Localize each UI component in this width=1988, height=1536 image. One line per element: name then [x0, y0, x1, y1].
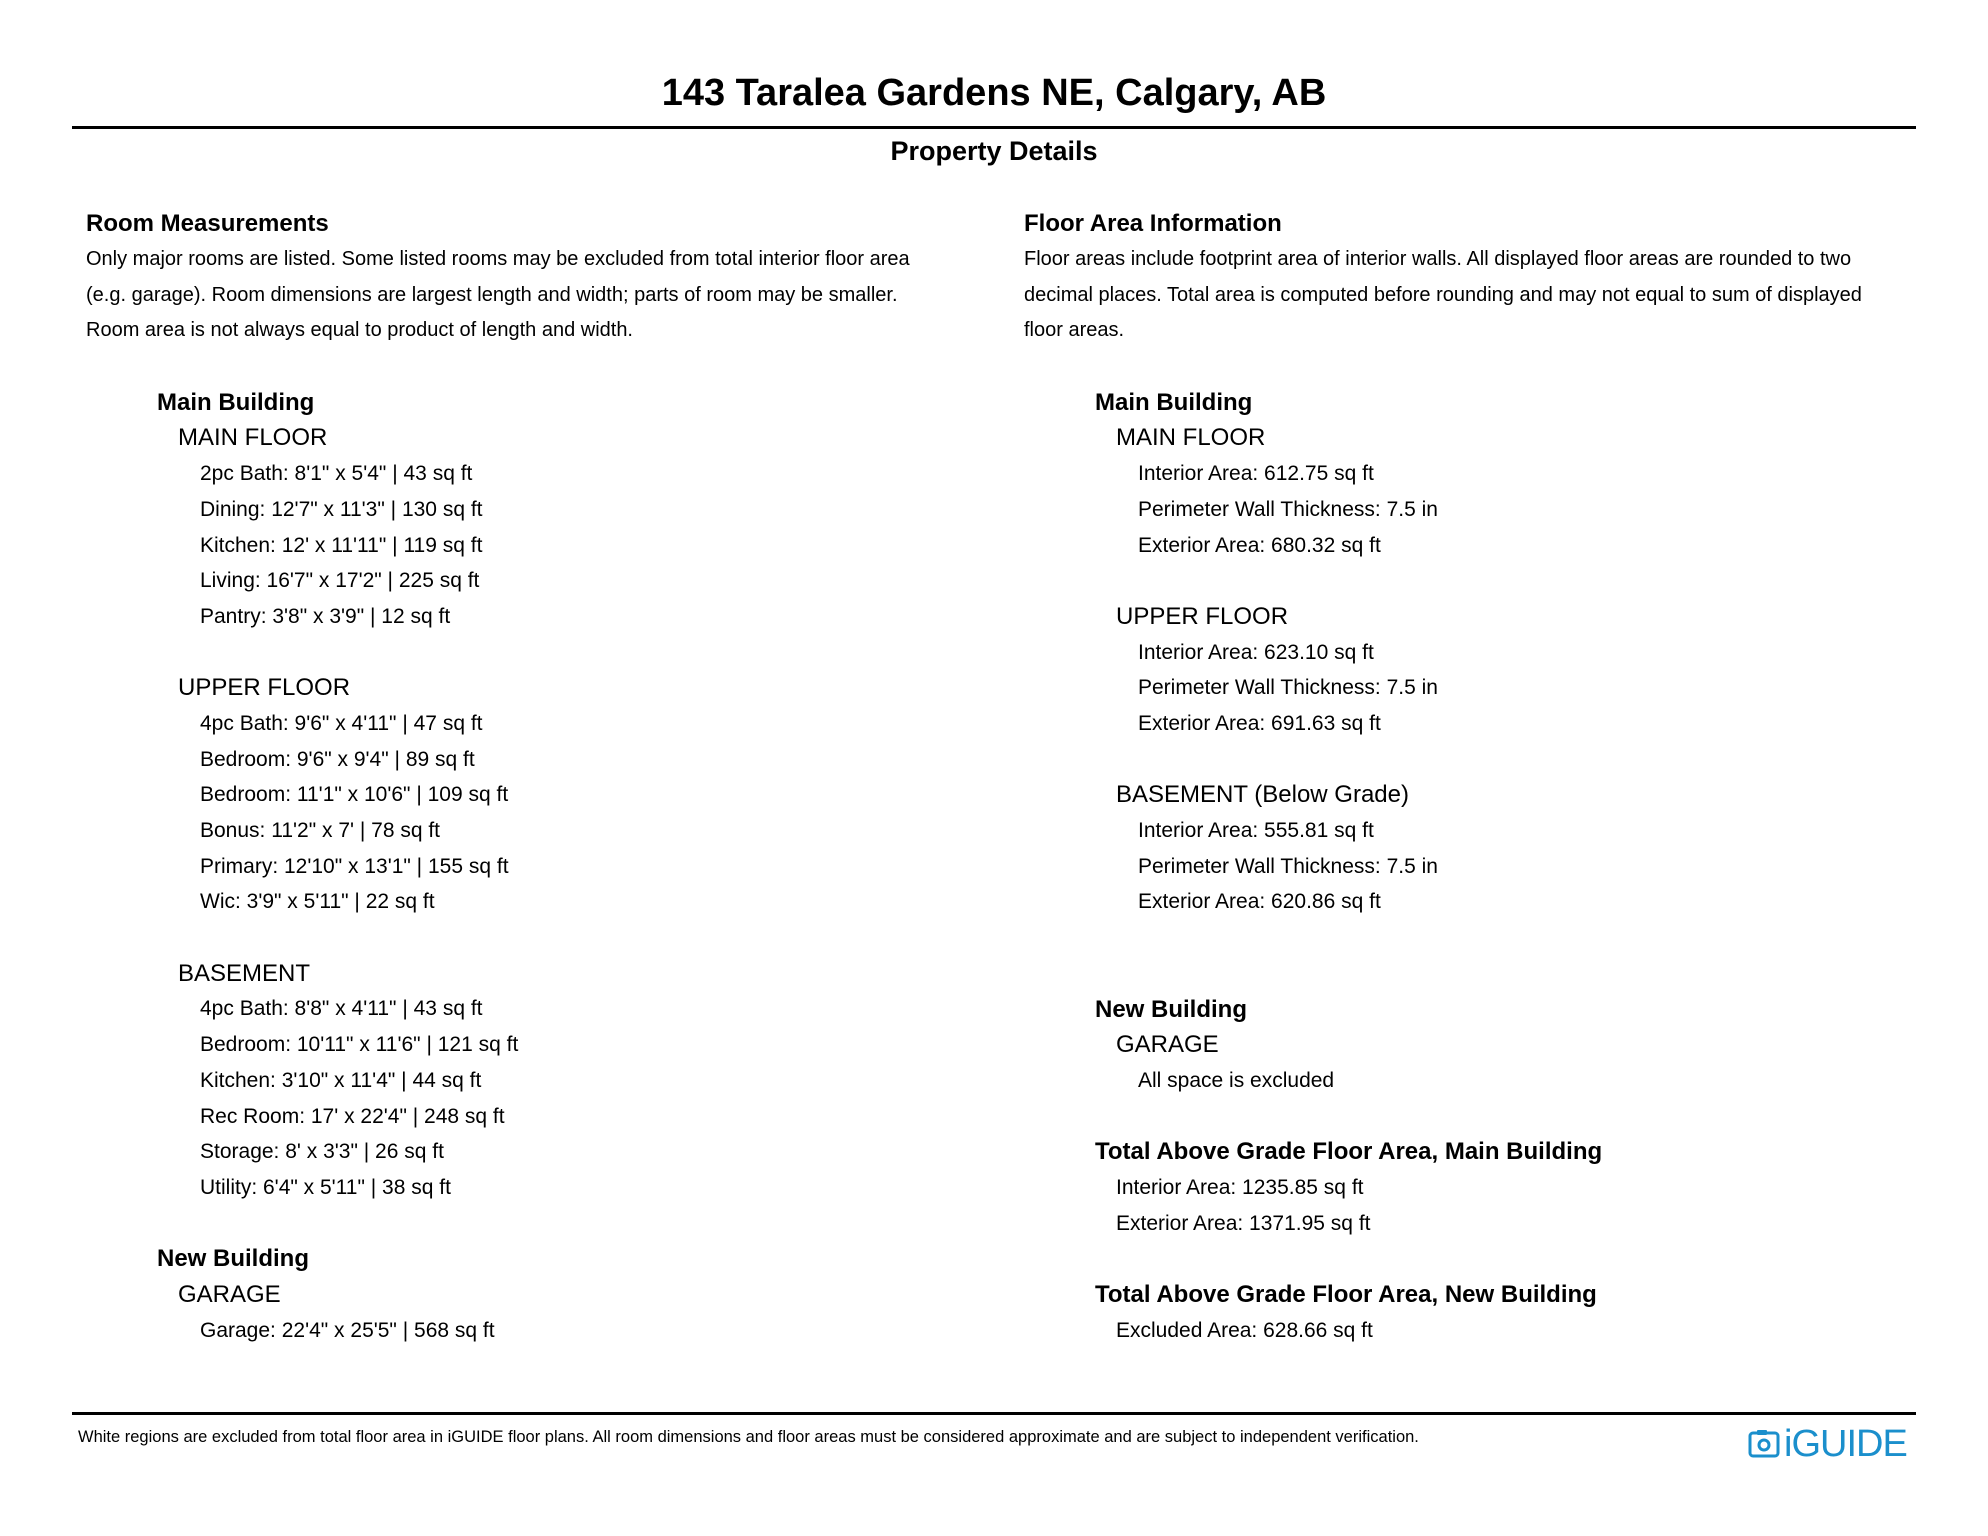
area-item: Exterior Area: 620.86 sq ft	[1138, 890, 1381, 914]
footer-disclaimer: White regions are excluded from total floor area in iGUIDE floor plans. All room dimensions and floor areas must be considered approximate and are subject to independent verification.	[78, 1428, 1419, 1446]
iguide-camera-icon	[1748, 1428, 1780, 1460]
building-label: Main Building	[1095, 388, 1253, 416]
room-item: Storage: 8' x 3'3" | 26 sq ft	[200, 1140, 444, 1164]
room-item: Pantry: 3'8" x 3'9" | 12 sq ft	[200, 604, 451, 628]
area-item: Interior Area: 555.81 sq ft	[1138, 819, 1374, 843]
room-item: Kitchen: 3'10" x 11'4" | 44 sq ft	[200, 1068, 482, 1092]
floor-label: UPPER FLOOR	[178, 674, 351, 702]
room-item: Wic: 3'9" x 5'11" | 22 sq ft	[200, 890, 435, 914]
floor-label: MAIN FLOOR	[178, 424, 328, 452]
area-item: Interior Area: 623.10 sq ft	[1138, 640, 1374, 664]
area-item: All space is excluded	[1138, 1068, 1335, 1092]
room-item: Bedroom: 10'11" x 11'6" | 121 sq ft	[200, 1033, 519, 1057]
room-item: Utility: 6'4" x 5'11" | 38 sq ft	[200, 1175, 451, 1199]
room-item: 2pc Bath: 8'1" x 5'4" | 43 sq ft	[200, 462, 473, 486]
floor-label: UPPER FLOOR	[1116, 602, 1289, 630]
floor-label: BASEMENT	[178, 959, 311, 987]
building-label: New Building	[1095, 995, 1247, 1023]
logo-text: iGUIDE	[1784, 1423, 1907, 1465]
room-item: Primary: 12'10" x 13'1" | 155 sq ft	[200, 854, 509, 878]
total-item: Excluded Area: 628.66 sq ft	[1116, 1318, 1373, 1342]
room-item: Rec Room: 17' x 22'4" | 248 sq ft	[200, 1104, 505, 1128]
room-measurements-section	[86, 206, 986, 1348]
footer-divider	[72, 1412, 1916, 1415]
floor-area-heading: Floor Area Information	[1024, 210, 1282, 237]
room-item: 4pc Bath: 8'8" x 4'11" | 43 sq ft	[200, 997, 483, 1021]
total-item: Interior Area: 1235.85 sq ft	[1116, 1175, 1364, 1199]
room-measurements-note: Only major rooms are listed. Some listed rooms may be excluded from total interior floor area (e.g. garage). Room dimensions are largest length and width; parts of room may be smaller. Room area is not always equal to product of length and width.	[86, 248, 910, 342]
area-item: Perimeter Wall Thickness: 7.5 in	[1138, 497, 1438, 521]
room-item: Bonus: 11'2" x 7' | 78 sq ft	[200, 819, 441, 843]
area-item: Interior Area: 612.75 sq ft	[1138, 462, 1374, 486]
total-label: Total Above Grade Floor Area, New Building	[1095, 1281, 1597, 1308]
room-item: Living: 16'7" x 17'2" | 225 sq ft	[200, 569, 480, 593]
iguide-logo	[1748, 1424, 1907, 1464]
area-item: Exterior Area: 680.32 sq ft	[1138, 533, 1381, 557]
room-item: Bedroom: 11'1" x 10'6" | 109 sq ft	[200, 783, 509, 807]
floor-area-note: Floor areas include footprint area of interior walls. All displayed floor areas are rounded to two decimal places. Total area is computed before rounding and may not equal to sum of displayed floor areas.	[1024, 248, 1862, 342]
building-label: Main Building	[157, 388, 315, 416]
area-item: Exterior Area: 691.63 sq ft	[1138, 711, 1381, 735]
area-item: Perimeter Wall Thickness: 7.5 in	[1138, 676, 1438, 700]
room-measurements-heading: Room Measurements	[86, 210, 329, 237]
room-item: Dining: 12'7" x 11'3" | 130 sq ft	[200, 497, 483, 521]
building-label: New Building	[157, 1245, 309, 1273]
area-item: Perimeter Wall Thickness: 7.5 in	[1138, 854, 1438, 878]
room-item: Bedroom: 9'6" x 9'4" | 89 sq ft	[200, 747, 475, 771]
room-item: Kitchen: 12' x 11'11" | 119 sq ft	[200, 533, 483, 557]
room-item: Garage: 22'4" x 25'5" | 568 sq ft	[200, 1318, 495, 1342]
total-item: Exterior Area: 1371.95 sq ft	[1116, 1211, 1371, 1235]
page-subtitle: Property Details	[890, 136, 1098, 166]
floor-label: BASEMENT (Below Grade)	[1116, 781, 1409, 809]
total-label: Total Above Grade Floor Area, Main Building	[1095, 1138, 1603, 1166]
floor-label: GARAGE	[1116, 1031, 1219, 1059]
floor-label: MAIN FLOOR	[1116, 424, 1266, 452]
floor-area-section	[1024, 206, 1924, 1348]
room-item: 4pc Bath: 9'6" x 4'11" | 47 sq ft	[200, 711, 483, 735]
page-title: 143 Taralea Gardens NE, Calgary, AB	[661, 72, 1327, 114]
floor-label: GARAGE	[178, 1280, 281, 1308]
header-divider	[72, 126, 1916, 129]
